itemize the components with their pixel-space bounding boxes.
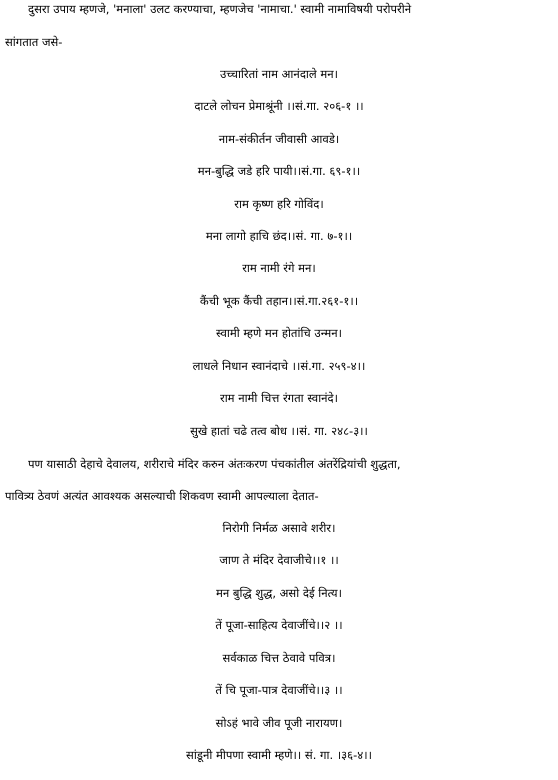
verse-line: नाम-संकीर्तन जीवासी आवडे।: [218, 132, 340, 146]
verse-line: मन बुद्धि शुद्ध, असो देई नित्य।: [216, 586, 342, 600]
verse-line: स्वामी म्हणे मन होतांचि उन्मन।: [216, 326, 342, 340]
verse-line: सोऽहं भावे जीव पूजी नारायण।: [215, 716, 343, 730]
verse-line: उच्चारितां नाम आनंदाले मन।: [220, 67, 338, 81]
verse-line: राम कृष्ण हरि गोविंद।: [234, 197, 324, 211]
intro-line-2: सांगतात जसे-: [5, 35, 63, 49]
intro-line-1: दुसरा उपाय म्हणजे, 'मनाला' उलट करण्याचा, म्हणजेच 'नामाचा.' स्वामी नामाविषयी परोपरीने: [28, 2, 412, 16]
verse-line: जाण ते मंदिर देवाजीचे।।१ ।।: [219, 553, 339, 567]
verse-line: निरोगी निर्मळ असावे शरीर।: [222, 521, 336, 535]
mid-line-2: पावित्र्य ठेवणं अत्यंत आवश्यक असल्याची शिकवण स्वामी आपल्याला देतात-: [5, 489, 319, 503]
verse-line: कैंची भूक कैंची तहान।।सं.गा.२६१-१।।: [199, 294, 359, 308]
verse-line: तें चि पूजा-पात्र देवाजींचे।।३ ।।: [215, 683, 343, 697]
verse-line: तें पूजा-साहित्य देवाजींचे।।२ ।।: [215, 618, 343, 632]
verse-line: राम नामी रंगे मन।: [242, 261, 316, 275]
mid-line-1: पण यासाठी देहाचे देवालय, शरीराचे मंदिर करुन अंतःकरण पंचकांतील अंतरेंद्रियांची शुद्धता,: [28, 457, 401, 471]
verse-line: लाधले निधान स्वानंदाचे ।।सं.गा. २५९-४।।: [192, 359, 366, 373]
verse-line: राम नामी चित्त रंगता स्वानंदे।: [219, 391, 339, 405]
verse-line: सांडूनी मीपणा स्वामी म्हणे।। सं. गा. ।३६-४।।: [186, 748, 372, 762]
verse-line: सुखे हातां चढे तत्व बोध ।।सं. गा. २४८-३।।: [190, 424, 368, 438]
verse-line: मना लागो हाचि छंद।।सं. गा. ७-१।।: [205, 229, 353, 243]
verse-line: सर्वकाळ चित्त ठेवावे पवित्र।: [222, 651, 336, 665]
verse-line: मन-बुद्धि जडे हरि पायी।।सं.गा. ६९-१।।: [197, 164, 361, 178]
verse-line: दाटले लोचन प्रेमाश्रूंनी ।।सं.गा. २०६-१ ।।: [194, 99, 364, 113]
